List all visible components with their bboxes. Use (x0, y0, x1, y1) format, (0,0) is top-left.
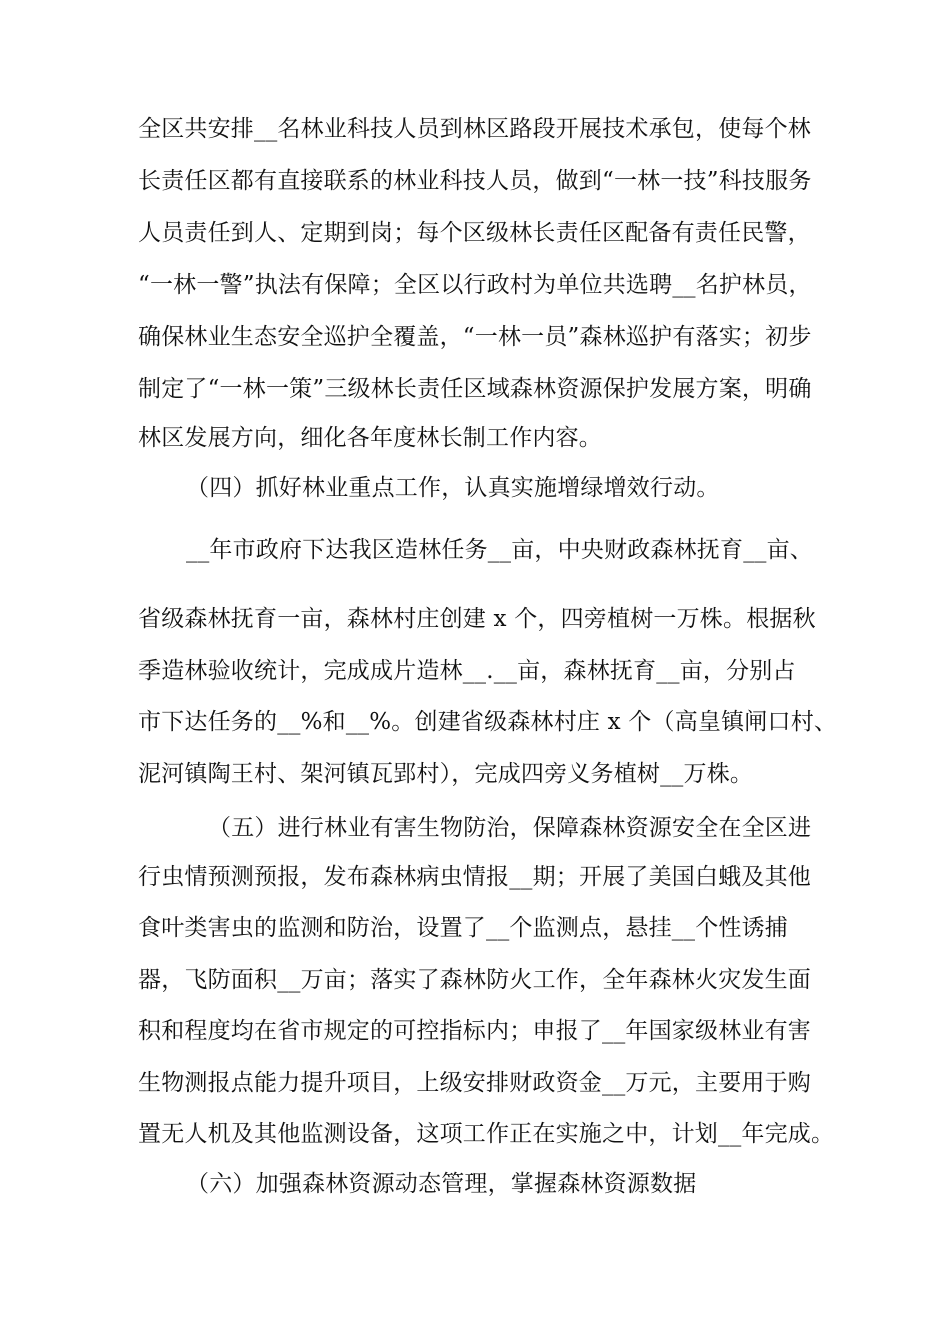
text-line-5: 确保林业生态安全巡护全覆盖，“一林一员”森林巡护有落实；初步 (138, 324, 812, 350)
section-heading-4: （四）抓好林业重点工作，认真实施增绿增效行动。 (186, 475, 720, 501)
text-line-11: 季造林验收统计，完成成片造林__.__亩，森林抚育__亩，分别占 (138, 658, 796, 684)
text-line-12: 市下达任务的__%和__%。创建省级森林村庄 x 个（高皇镇闸口村、 (138, 709, 838, 735)
text-line-1: 全区共安排__名林业科技人员到林区路段开展技术承包，使每个林 (138, 116, 811, 142)
text-line-19: 生物测报点能力提升项目，上级安排财政资金__万元，主要用于购 (138, 1070, 811, 1096)
text-line-17: 器，飞防面积__万亩；落实了森林防火工作，全年森林火灾发生面 (138, 967, 811, 993)
text-line-10: 省级森林抚育一亩，森林村庄创建 x 个，四旁植树一万株。根据秋 (138, 606, 816, 632)
text-line-9: __年市政府下达我区造林任务__亩，中央财政森林抚育__亩、 (186, 537, 813, 563)
text-line-4: “一林一警”执法有保障；全区以行政村为单位共选聘__名护林员， (138, 272, 812, 298)
text-line-6: 制定了“一林一策”三级林长责任区域森林资源保护发展方案，明确 (138, 376, 812, 402)
text-line-16: 食叶类害虫的监测和防治，设置了__个监测点，悬挂__个性诱捕 (138, 915, 788, 941)
text-line-20: 置无人机及其他监测设备，这项工作正在实施之中，计划__年完成。 (138, 1121, 835, 1147)
section-heading-5: （五）进行林业有害生物防治，保障森林资源安全在全区进 (208, 815, 812, 841)
text-line-18: 积和程度均在省市规定的可控指标内；申报了__年国家级林业有害 (138, 1018, 811, 1044)
text-line-15: 行虫情预测预报，发布森林病虫情报__期；开展了美国白蛾及其他 (138, 864, 811, 890)
text-line-7: 林区发展方向，细化各年度林长制工作内容。 (138, 425, 602, 451)
text-line-13: 泥河镇陶王村、架河镇瓦郢村），完成四旁义务植树__万株。 (138, 761, 754, 787)
text-line-2: 长责任区都有直接联系的林业科技人员，做到“一林一技”科技服务 (138, 168, 812, 194)
text-line-3: 人员责任到人、定期到岗；每个区级林长责任区配备有责任民警， (138, 220, 811, 246)
section-heading-6: （六）加强森林资源动态管理，掌握森林资源数据 (186, 1171, 697, 1197)
